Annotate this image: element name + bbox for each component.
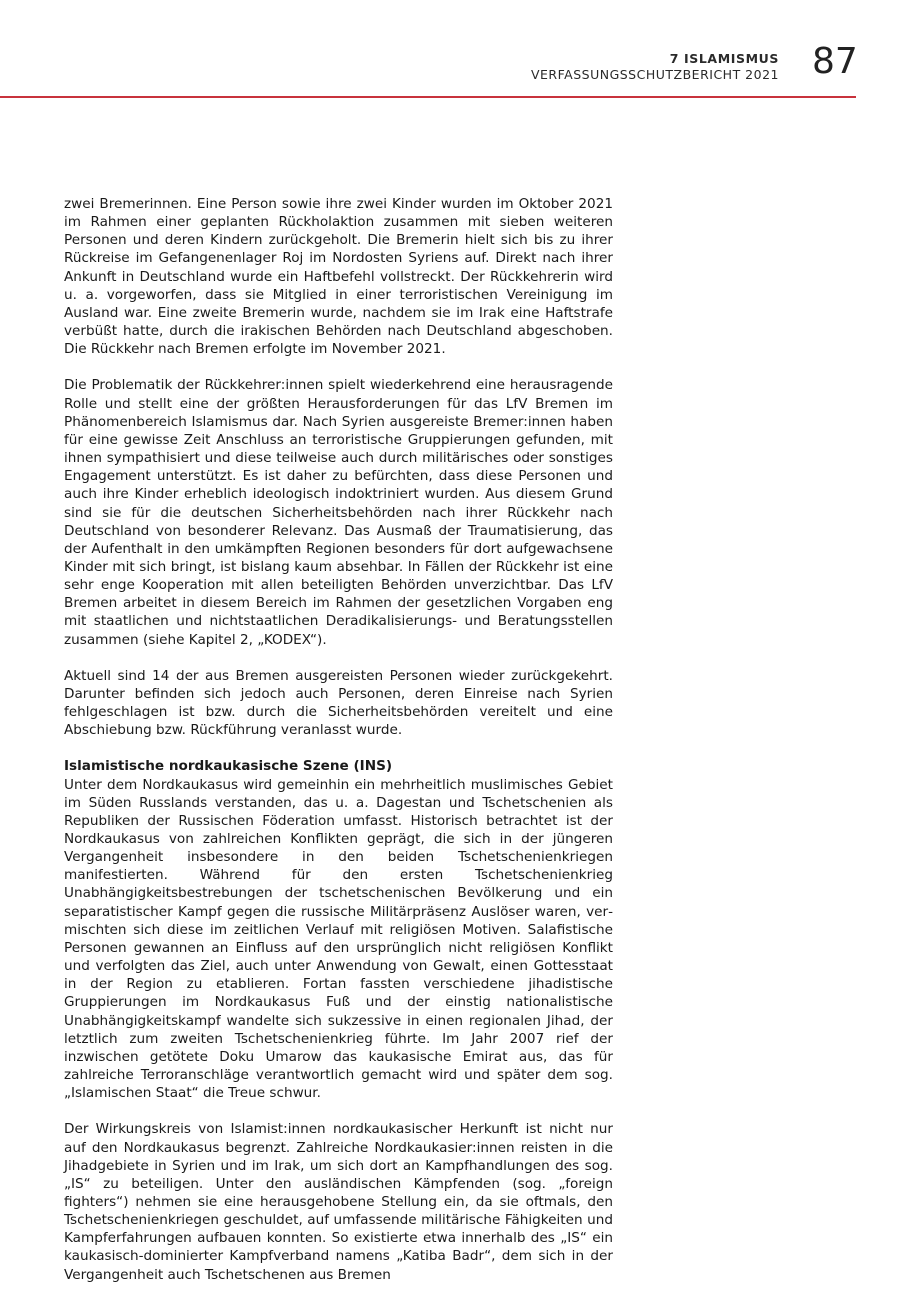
- chapter-title: 7 ISLAMISMUS: [669, 51, 779, 66]
- paragraph: Der Wirkungskreis von Islamist:innen nordkaukasischer Herkunft ist nicht nur auf den Nordkaukasus begrenzt. Zahlreiche Nordkaukasier:innen reisten in die Jihadgebiete in Syrien und im Irak, um sich dort an Kampfhandlungen des sog. „IS“ zu beteiligen. Unter den ausländischen Kämpfenden (sog. „foreign fighters“) nehmen sie eine herausgehobene Stellung ein, da sie oftmals, den Tschetschenienkriegen geschuldet, auf umfassende militärische Fähigkeiten und Kampferfahrungen aufbauen konnten. So existierte etwa innerhalb des „IS“ ein kaukasisch-dominierter Kampfverband namens „Katiba Badr“, dem sich in der Vergangenheit auch Tschetschenen aus Bremen: [64, 1121, 613, 1283]
- main-text: [64, 195, 613, 1302]
- paragraph: Die Problematik der Rückkehrer:innen spielt wiederkehrend eine herausragende Rolle und stellt eine der größten Herausforderungen für das LfV Bremen im Phänomenbereich Islamismus dar. Nach Syrien ausgereiste Bremer:innen haben für eine gewisse Zeit Anschluss an terroristische Gruppierungen gefunden, mit ihnen sympathisiert und diese teilweise auch durch militärisches oder sonstiges Engagement unterstützt. Es ist daher zu befürchten, dass diese Personen und auch ihre Kinder erheblich ideologisch indoktriniert wurden. Aus diesem Grund sind sie für die deutschen Sicherheitsbehörden nach ihrer Rückkehr nach Deutschland von besonderer Relevanz. Das Ausmaß der Traumatisierung, das der Aufenthalt in den umkämpften Regionen besonders für dort aufgewachsene Kinder mit sich bringt, ist bislang kaum absehbar. In Fällen der Rückkehr ist eine sehr enge Kooperation mit allen beteiligten Behörden unverzichtbar. Das LfV Bremen arbeitet in diesem Bereich im Rahmen der gesetzlichen Vorgaben eng mit staatlichen und nichtstaatlichen Deradikalisierungs- und Beratungsstellen zusammen (siehe Kapitel 2, „KODEX“).: [64, 377, 613, 648]
- section-heading: Islamistische nordkaukasische Szene (INS): [64, 758, 393, 775]
- paragraph: zwei Bremerinnen. Eine Person sowie ihre zwei Kinder wurden im Oktober 2021 im Rahmen einer geplanten Rückholaktion zusammen mit sieben weiteren Personen und deren Kindern zurückgeholt. Die Bremerin hielt sich bis zu ihrer Rückreise im Gefangenenlager Roj im Nordosten Syriens auf. Direkt nach ihrer Ankunft in Deutschland wurde ein Haftbefehl vollstreckt. Der Rückkehrerin wird u. a. vorgeworfen, dass sie Mitglied in einer terroristischen Vereinigung im Ausland war. Eine zweite Bremerin wurde, nachdem sie im Irak eine Haftstrafe verbüßt hatte, durch die irakischen Behörden nach Deutschland abgeschoben. Die Rückkehr nach Bremen erfolgte im November 2021.: [64, 196, 613, 358]
- paragraph: Aktuell sind 14 der aus Bremen ausgereisten Personen wieder zurückgekehrt. Darunter befinden sich jedoch auch Personen, deren Einreise nach Syrien fehlgeschlagen ist bzw. durch die Sicherheitsbehörden vereitelt und eine Abschiebung bzw. Rückführung veranlasst wurde.: [64, 667, 613, 739]
- header-divider: [0, 96, 856, 98]
- page-number: 87: [812, 41, 858, 82]
- paragraph: Unter dem Nordkaukasus wird gemeinhin ein mehrheitlich muslimisches Gebiet im Süden Russlands verstanden, das u. a. Dagestan und Tschetschenien als Republiken der Russischen Föderation umfasst. Historisch betrachtet ist der Nordkaukasus von zahlreichen Konflikten geprägt, die sich in der jüngeren Vergangenheit insbesondere in den beiden Tschetschenienkriegen manifestierten. Während für den ersten Tschetschenienkrieg Unabhängigkeitsbestrebungen der tschetschenischen Bevölkerung und ein separatistischer Kampf gegen die russische Militärpräsenz Auslöser waren, vermischten sich diese im zeitlichen Verlauf mit religiösen Motiven. Salafistische Personen gewannen an Einfluss auf den ursprünglich nicht religiösen Konflikt und verfolgten das Ziel, auch unter Anwendung von Gewalt, einen Gottesstaat in der Region zu etablieren. Fortan fassten verschiedene jihadistische Gruppierungen im Nordkaukasus Fuß und der einstig nationalistische Unabhängigkeitskampf wandelte sich sukzessive in einen regionalen Jihad, der letztlich zum zweiten Tschetschenienkrieg führte. Im Jahr 2007 rief der inzwischen getötete Doku Umarow das kaukasische Emirat aus, das für zahlreiche Terroranschläge verantwortlich gemacht wird und später dem sog. „Islamischen Staat“ die Treue schwur.: [64, 776, 613, 1102]
- report-title: VERFASSUNGSSCHUTZBERICHT 2021: [530, 67, 779, 82]
